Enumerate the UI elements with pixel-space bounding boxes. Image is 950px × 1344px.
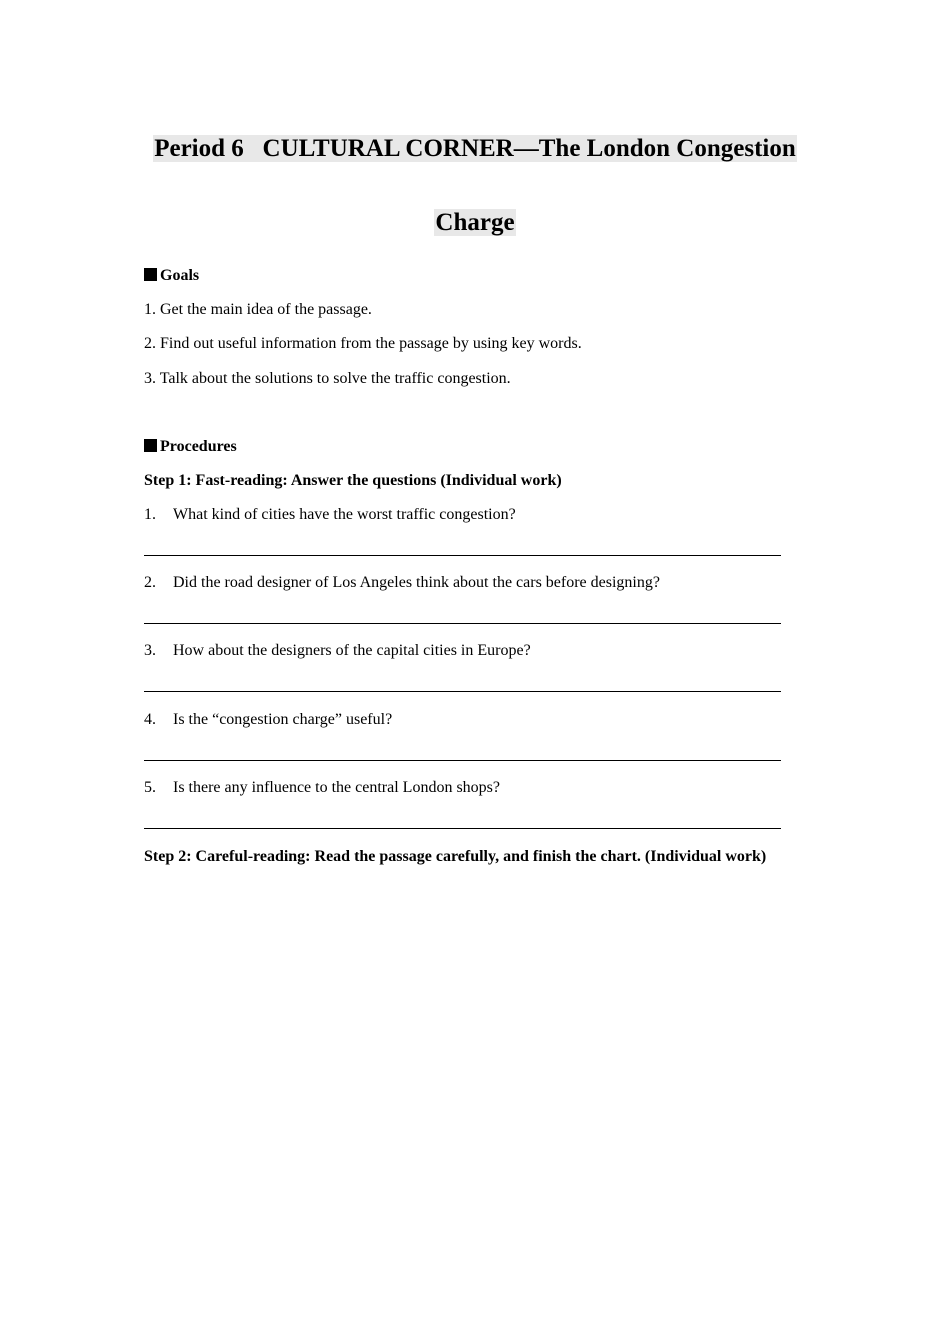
goal-item: 3. Talk about the solutions to solve the traffic congestion.	[144, 370, 511, 387]
answer-line[interactable]	[144, 555, 781, 556]
answer-line[interactable]	[144, 691, 781, 692]
question-text: Is the “congestion charge” useful?	[173, 711, 393, 728]
question-item	[144, 505, 516, 525]
page-title-line-1	[0, 133, 950, 165]
goal-item: 1. Get the main idea of the passage.	[144, 301, 372, 318]
question-number: 3.	[144, 642, 156, 659]
question-text: Did the road designer of Los Angeles think about the cars before designing?	[173, 574, 660, 591]
question-number: 4.	[144, 711, 156, 728]
question-text: Is there any influence to the central London shops?	[173, 779, 500, 796]
procedures-heading-label: Procedures	[160, 438, 237, 455]
title-text-1: Period 6 CULTURAL CORNER—The London Congestion	[154, 135, 796, 162]
question-text: How about the designers of the capital cities in Europe?	[173, 642, 531, 659]
question-item	[144, 710, 392, 730]
square-bullet-icon	[144, 268, 157, 281]
answer-line[interactable]	[144, 623, 781, 624]
goal-item: 2. Find out useful information from the passage by using key words.	[144, 335, 582, 352]
procedures-heading	[144, 437, 237, 457]
goals-heading-label: Goals	[160, 267, 200, 284]
step2-heading: Step 2: Careful-reading: Read the passage carefully, and finish the chart. (Individual work)	[144, 848, 767, 865]
goals-heading	[144, 266, 199, 286]
answer-line[interactable]	[144, 760, 781, 761]
question-text: What kind of cities have the worst traffic congestion?	[173, 506, 516, 523]
square-bullet-icon	[144, 439, 157, 452]
title-text-2: Charge	[435, 209, 515, 236]
page-title-line-2	[0, 207, 950, 239]
question-number: 2.	[144, 574, 156, 591]
answer-line[interactable]	[144, 828, 781, 829]
question-number: 5.	[144, 779, 156, 796]
question-item	[144, 641, 531, 661]
step1-heading: Step 1: Fast-reading: Answer the questions (Individual work)	[144, 472, 562, 489]
question-item	[144, 573, 660, 593]
question-number: 1.	[144, 506, 156, 523]
question-item	[144, 778, 500, 798]
